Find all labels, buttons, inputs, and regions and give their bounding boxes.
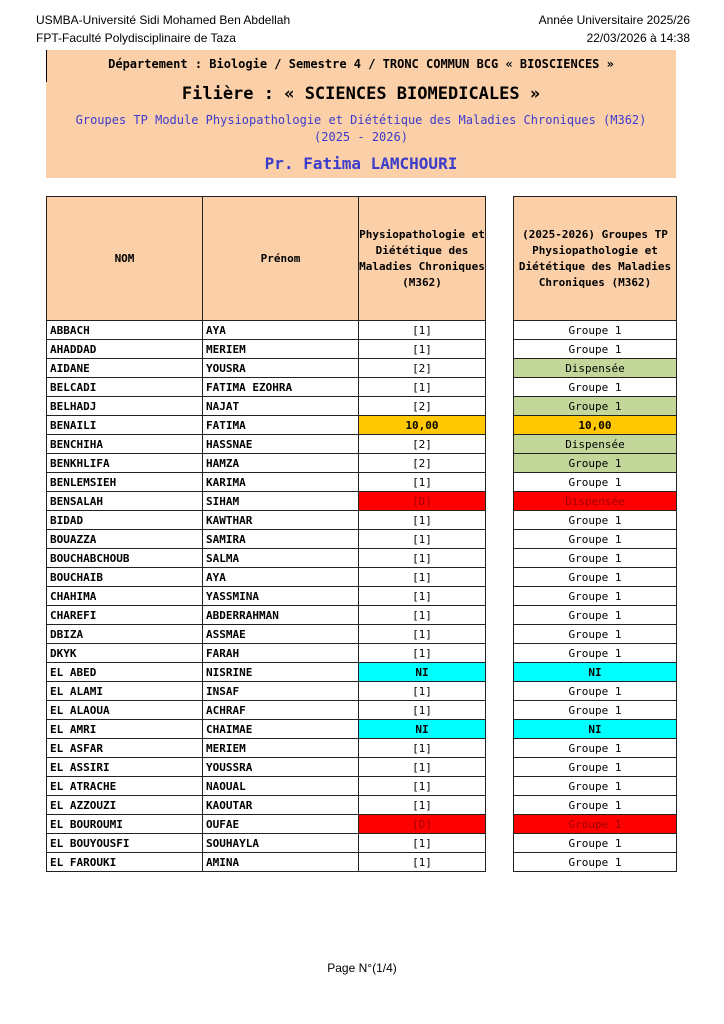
cell-nom: EL ASFAR xyxy=(47,739,203,758)
cell-prenom: SOUHAYLA xyxy=(203,834,359,853)
cell-nom: BOUCHABCHOUB xyxy=(47,549,203,568)
cell-module-status: [1] xyxy=(359,511,486,530)
cell-module-status: [2] xyxy=(359,359,486,378)
table-row xyxy=(47,853,486,872)
cell-nom: EL AMRI xyxy=(47,720,203,739)
cell-groupe: Groupe 1 xyxy=(514,397,677,416)
table-row xyxy=(514,435,677,454)
cell-nom: EL AZZOUZI xyxy=(47,796,203,815)
table-row xyxy=(514,739,677,758)
cell-module-status: NI xyxy=(359,720,486,739)
table-row xyxy=(514,416,677,435)
table-row xyxy=(47,701,486,720)
table-row xyxy=(47,473,486,492)
cell-groupe: Groupe 1 xyxy=(514,796,677,815)
cell-prenom: ABDERRAHMAN xyxy=(203,606,359,625)
cell-prenom: KAWTHAR xyxy=(203,511,359,530)
cell-nom: BOUCHAIB xyxy=(47,568,203,587)
table-row xyxy=(47,587,486,606)
title-banner xyxy=(46,50,676,178)
table-row xyxy=(514,720,677,739)
table-row xyxy=(47,815,486,834)
table-row xyxy=(514,815,677,834)
cell-groupe: Groupe 1 xyxy=(514,473,677,492)
cell-groupe: Groupe 1 xyxy=(514,701,677,720)
cell-nom: EL FAROUKI xyxy=(47,853,203,872)
cell-groupe: Groupe 1 xyxy=(514,606,677,625)
cell-nom: EL ALAMI xyxy=(47,682,203,701)
cell-prenom: YOUSSRA xyxy=(203,758,359,777)
cell-prenom: NAJAT xyxy=(203,397,359,416)
cell-module-status: [1] xyxy=(359,606,486,625)
header-module: Physiopathologie et Diététique des Maladies Chroniques (M362) xyxy=(359,197,486,321)
table-row xyxy=(514,340,677,359)
table-row xyxy=(47,625,486,644)
table-row xyxy=(514,644,677,663)
banner-rule xyxy=(46,50,47,82)
page-number: Page N°(1/4) xyxy=(327,961,397,975)
cell-module-status: [1] xyxy=(359,378,486,397)
table-row xyxy=(514,549,677,568)
cell-module-status: [2] xyxy=(359,454,486,473)
cell-nom: EL BOUROUMI xyxy=(47,815,203,834)
cell-prenom: AYA xyxy=(203,321,359,340)
cell-nom: BOUAZZA xyxy=(47,530,203,549)
table-row xyxy=(514,397,677,416)
cell-prenom: AYA xyxy=(203,568,359,587)
cell-prenom: ACHRAF xyxy=(203,701,359,720)
cell-module-status: [1] xyxy=(359,549,486,568)
cell-groupe: Groupe 1 xyxy=(514,739,677,758)
table-row xyxy=(47,359,486,378)
cell-nom: DBIZA xyxy=(47,625,203,644)
table-row xyxy=(514,530,677,549)
cell-groupe: Dispensée xyxy=(514,435,677,454)
header-groupes: (2025-2026) Groupes TP Physiopathologie et Diététique des Maladies Chroniques (M362) xyxy=(514,197,677,321)
cell-groupe: Groupe 1 xyxy=(514,853,677,872)
cell-groupe: Groupe 1 xyxy=(514,511,677,530)
cell-groupe: Groupe 1 xyxy=(514,549,677,568)
cell-module-status: [1] xyxy=(359,587,486,606)
table-row xyxy=(514,796,677,815)
cell-prenom: SALMA xyxy=(203,549,359,568)
cell-prenom: FARAH xyxy=(203,644,359,663)
cell-prenom: ASSMAE xyxy=(203,625,359,644)
cell-prenom: YOUSRA xyxy=(203,359,359,378)
cell-module-status: NI xyxy=(359,663,486,682)
cell-groupe: Dispensée xyxy=(514,492,677,511)
table-row xyxy=(514,378,677,397)
cell-groupe: Groupe 1 xyxy=(514,340,677,359)
cell-groupe: Groupe 1 xyxy=(514,530,677,549)
cell-module-status: [D] xyxy=(359,492,486,511)
cell-nom: ABBACH xyxy=(47,321,203,340)
cell-groupe: NI xyxy=(514,663,677,682)
cell-groupe: Groupe 1 xyxy=(514,815,677,834)
cell-nom: EL ALAOUA xyxy=(47,701,203,720)
table-row xyxy=(514,701,677,720)
header-right xyxy=(539,11,690,47)
table-row xyxy=(47,568,486,587)
cell-nom: EL ABED xyxy=(47,663,203,682)
table-row xyxy=(47,796,486,815)
cell-module-status: [1] xyxy=(359,682,486,701)
table-row xyxy=(47,454,486,473)
cell-prenom: FATIMA EZOHRA xyxy=(203,378,359,397)
cell-groupe: Groupe 1 xyxy=(514,644,677,663)
cell-module-status: [1] xyxy=(359,473,486,492)
cell-module-status: [1] xyxy=(359,739,486,758)
cell-nom: EL ATRACHE xyxy=(47,777,203,796)
table-row xyxy=(47,739,486,758)
cell-module-status: [1] xyxy=(359,321,486,340)
cell-module-status: [D] xyxy=(359,815,486,834)
cell-groupe: Groupe 1 xyxy=(514,454,677,473)
cell-prenom: OUFAE xyxy=(203,815,359,834)
cell-groupe: Groupe 1 xyxy=(514,625,677,644)
cell-groupe: NI xyxy=(514,720,677,739)
cell-module-status: [2] xyxy=(359,435,486,454)
cell-groupe: Groupe 1 xyxy=(514,682,677,701)
cell-groupe: Groupe 1 xyxy=(514,834,677,853)
cell-prenom: SIHAM xyxy=(203,492,359,511)
table-row xyxy=(514,625,677,644)
cell-module-status: [1] xyxy=(359,796,486,815)
cell-prenom: FATIMA xyxy=(203,416,359,435)
cell-groupe: Groupe 1 xyxy=(514,777,677,796)
table-row xyxy=(47,549,486,568)
cell-prenom: CHAIMAE xyxy=(203,720,359,739)
cell-nom: BENLEMSIEH xyxy=(47,473,203,492)
table-row xyxy=(47,435,486,454)
table-row xyxy=(514,853,677,872)
cell-groupe: Groupe 1 xyxy=(514,587,677,606)
table-row xyxy=(514,454,677,473)
cell-module-status: [2] xyxy=(359,397,486,416)
cell-nom: BENSALAH xyxy=(47,492,203,511)
header-prenom: Prénom xyxy=(203,197,359,321)
cell-nom: CHAHIMA xyxy=(47,587,203,606)
header-left xyxy=(36,11,290,47)
table-row xyxy=(47,416,486,435)
cell-prenom: INSAF xyxy=(203,682,359,701)
table-row xyxy=(514,492,677,511)
table-row xyxy=(47,834,486,853)
cell-nom: AHADDAD xyxy=(47,340,203,359)
cell-nom: EL BOUYOUSFI xyxy=(47,834,203,853)
table-row xyxy=(47,511,486,530)
cell-groupe: Groupe 1 xyxy=(514,321,677,340)
table-row xyxy=(47,682,486,701)
cell-nom: BELHADJ xyxy=(47,397,203,416)
table-row xyxy=(47,340,486,359)
cell-nom: CHAREFI xyxy=(47,606,203,625)
cell-prenom: MERIEM xyxy=(203,739,359,758)
cell-nom: BELCADI xyxy=(47,378,203,397)
table-row xyxy=(47,777,486,796)
cell-module-status: [1] xyxy=(359,701,486,720)
cell-groupe: 10,00 xyxy=(514,416,677,435)
cell-nom: DKYK xyxy=(47,644,203,663)
cell-module-status: [1] xyxy=(359,568,486,587)
cell-nom: BENAILI xyxy=(47,416,203,435)
header-nom: NOM xyxy=(47,197,203,321)
filiere-title: Filière : « SCIENCES BIOMEDICALES » xyxy=(181,84,541,104)
cell-groupe: Groupe 1 xyxy=(514,568,677,587)
cell-module-status: [1] xyxy=(359,777,486,796)
table-row xyxy=(514,606,677,625)
cell-module-status: [1] xyxy=(359,340,486,359)
students-table xyxy=(46,196,486,872)
cell-prenom: KARIMA xyxy=(203,473,359,492)
table-row xyxy=(514,663,677,682)
table-row xyxy=(514,321,677,340)
print-datetime: 22/03/2026 à 14:38 xyxy=(586,31,690,45)
table-row xyxy=(514,587,677,606)
table-row xyxy=(47,720,486,739)
cell-prenom: HAMZA xyxy=(203,454,359,473)
cell-module-status: [1] xyxy=(359,644,486,663)
cell-module-status: 10,00 xyxy=(359,416,486,435)
university-name: USMBA-Université Sidi Mohamed Ben Abdellah xyxy=(36,13,291,27)
cell-module-status: [1] xyxy=(359,853,486,872)
department-line: Département : Biologie / Semestre 4 / TRONC COMMUN BCG « BIOSCIENCES » xyxy=(108,57,614,71)
table-row xyxy=(47,644,486,663)
table-row xyxy=(514,473,677,492)
cell-module-status: [1] xyxy=(359,834,486,853)
table-row xyxy=(47,530,486,549)
faculty-name: FPT-Faculté Polydisciplinaire de Taza xyxy=(36,31,236,45)
table-row xyxy=(514,682,677,701)
cell-prenom: KAOUTAR xyxy=(203,796,359,815)
table-row xyxy=(514,758,677,777)
table-row xyxy=(47,378,486,397)
academic-year: Année Universitaire 2025/26 xyxy=(538,13,690,27)
cell-module-status: [1] xyxy=(359,625,486,644)
cell-nom: EL ASSIRI xyxy=(47,758,203,777)
cell-prenom: MERIEM xyxy=(203,340,359,359)
table-row xyxy=(47,492,486,511)
groups-title: Groupes TP Module Physiopathologie et Diététique des Maladies Chroniques (M362) (2025 - 2026) xyxy=(75,113,647,144)
cell-prenom: SAMIRA xyxy=(203,530,359,549)
cell-module-status: [1] xyxy=(359,758,486,777)
cell-groupe: Dispensée xyxy=(514,359,677,378)
professor-name: Pr. Fatima LAMCHOURI xyxy=(264,154,458,173)
cell-groupe: Groupe 1 xyxy=(514,378,677,397)
table-row xyxy=(47,606,486,625)
cell-prenom: HASSNAE xyxy=(203,435,359,454)
table-row xyxy=(47,397,486,416)
cell-nom: BENKHLIFA xyxy=(47,454,203,473)
cell-prenom: YASSMINA xyxy=(203,587,359,606)
cell-prenom: NAOUAL xyxy=(203,777,359,796)
cell-nom: BENCHIHA xyxy=(47,435,203,454)
table-row xyxy=(514,777,677,796)
groups-table xyxy=(513,196,677,872)
cell-prenom: AMINA xyxy=(203,853,359,872)
table-row xyxy=(514,359,677,378)
table-row xyxy=(514,568,677,587)
table-row xyxy=(47,663,486,682)
table-row xyxy=(514,834,677,853)
cell-prenom: NISRINE xyxy=(203,663,359,682)
cell-nom: AIDANE xyxy=(47,359,203,378)
cell-groupe: Groupe 1 xyxy=(514,758,677,777)
table-row xyxy=(47,758,486,777)
cell-nom: BIDAD xyxy=(47,511,203,530)
table-row xyxy=(514,511,677,530)
cell-module-status: [1] xyxy=(359,530,486,549)
table-row xyxy=(47,321,486,340)
